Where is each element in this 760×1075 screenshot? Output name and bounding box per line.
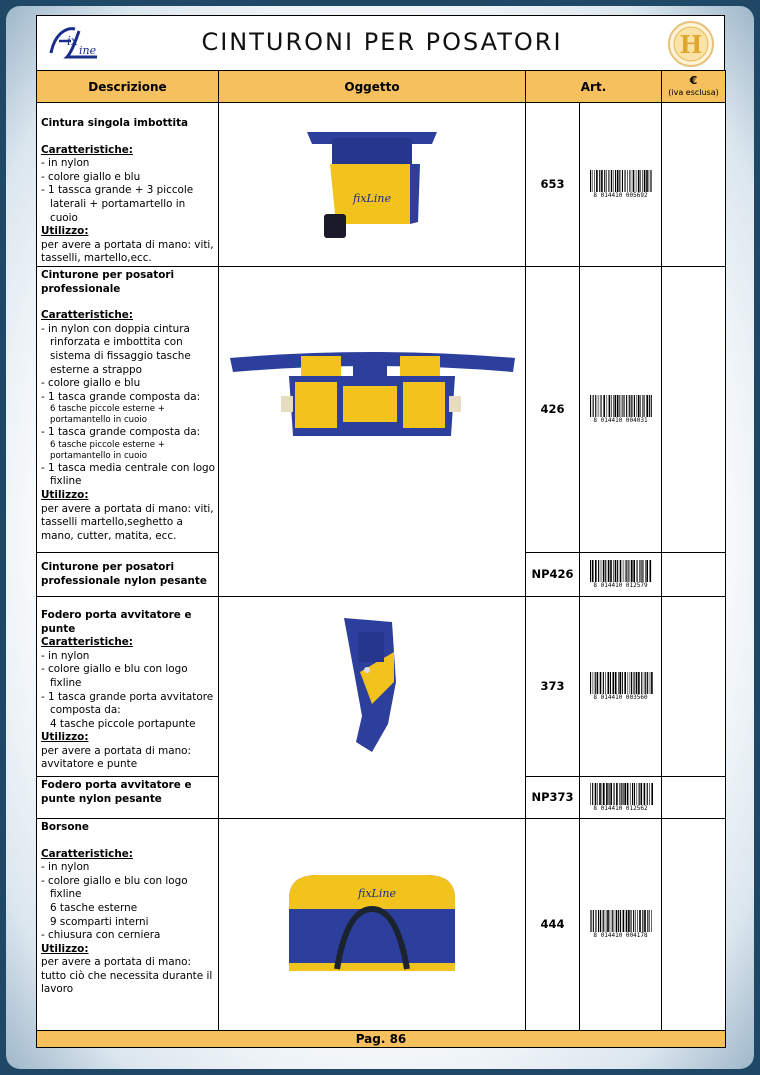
- product-description: [37, 776, 219, 818]
- article-code: 444: [526, 818, 580, 1030]
- barcode-bar: [626, 783, 628, 805]
- barcode-cell: [580, 818, 662, 1030]
- barcode-bar: [633, 783, 634, 805]
- barcode-bar: [621, 672, 622, 694]
- feature-subitem: 9 scomparti interni: [50, 915, 149, 928]
- professional-tool-belt-image: [225, 346, 520, 456]
- feature-item: - in nylon: [41, 649, 90, 662]
- feature-item: - chiusura con cerniera: [41, 929, 161, 942]
- barcode-bar: [605, 910, 606, 932]
- barcode-bar: [648, 170, 649, 192]
- barcode-bar: [624, 560, 625, 582]
- barcode-bar: [602, 560, 604, 582]
- barcode-bar: [618, 672, 619, 694]
- product-image-cell: [219, 266, 526, 596]
- product-description: [37, 103, 219, 267]
- product-image-cell: [219, 103, 526, 267]
- barcode-bar: [594, 170, 595, 192]
- barcode-bar: [622, 395, 623, 417]
- table-row: [37, 818, 726, 1030]
- article-code: 426: [526, 266, 580, 552]
- feature-item: - 1 tasca media centrale con logo fixline: [41, 461, 216, 488]
- vat-note: (iva esclusa): [668, 88, 719, 97]
- barcode-bar: [632, 395, 633, 417]
- table-row: [37, 266, 726, 552]
- barcode-bar: [601, 170, 603, 192]
- barcode-bar: [599, 910, 600, 932]
- barcode-bar: [632, 170, 634, 192]
- barcode-bar: [590, 395, 591, 417]
- page-header: [36, 15, 725, 72]
- barcode-bar: [616, 395, 618, 417]
- barcode-number: 8 014410 004178: [593, 931, 648, 939]
- price-cell: [662, 552, 726, 596]
- barcode-bar: [610, 560, 612, 582]
- barcode-bar: [642, 910, 643, 932]
- barcode-number: 8 014410 003560: [593, 693, 648, 701]
- page-title: CINTURONI PER POSATORI: [201, 28, 563, 56]
- barcode-bar: [614, 560, 616, 582]
- euro-symbol: €: [689, 74, 698, 87]
- barcode-bar: [636, 783, 637, 805]
- barcode-cell: [580, 103, 662, 267]
- barcode-bar: [622, 910, 624, 932]
- product-name: Cinturone per posatori professionale nylon pesante: [41, 560, 207, 587]
- barcode-bar: [644, 395, 645, 417]
- barcode-bar: [594, 672, 595, 694]
- barcode-bar: [647, 672, 648, 694]
- barcode-number: 8 014410 012579: [593, 581, 648, 589]
- barcode-cell: [580, 266, 662, 552]
- barcode-bar: [630, 910, 631, 932]
- feature-item: - colore giallo e blu con logo fixline: [41, 874, 188, 901]
- barcode-bar: [623, 395, 624, 417]
- barcode-bar: [636, 395, 637, 417]
- h-badge-logo: [667, 20, 715, 68]
- product-description: [37, 818, 219, 1030]
- barcode-bar: [636, 560, 637, 582]
- barcode-bar: [642, 395, 643, 417]
- barcode-bar: [638, 672, 640, 694]
- barcode-bar: [651, 910, 652, 932]
- barcode-bar: [629, 672, 630, 694]
- barcode: [580, 170, 661, 192]
- barcode-bar: [606, 170, 607, 192]
- usage-label: Utilizzo:: [41, 731, 89, 744]
- article-code: 373: [526, 596, 580, 776]
- product-name: Borsone: [41, 820, 89, 833]
- barcode-bar: [596, 672, 598, 694]
- barcode-bar: [624, 672, 626, 694]
- feature-item: - 1 tasca grande composta da:: [41, 390, 201, 403]
- barcode: [580, 672, 661, 694]
- barcode-bar: [608, 170, 609, 192]
- barcode-bar: [645, 672, 646, 694]
- barcode-bar: [608, 783, 609, 805]
- barcode-bar: [591, 560, 593, 582]
- barcode-bar: [598, 910, 599, 932]
- barcode-bar: [640, 560, 641, 582]
- barcode-bar: [628, 910, 630, 932]
- barcode-bar: [619, 560, 621, 582]
- barcode-cell: [580, 552, 662, 596]
- barcode-bar: [612, 672, 614, 694]
- svg-text:H: H: [679, 30, 703, 59]
- feature-item: - 1 tassca grande + 3 piccole laterali + portamartello in cuoio: [41, 184, 194, 224]
- barcode: [580, 395, 661, 417]
- barcode-bar: [610, 783, 612, 805]
- barcode-bar: [618, 910, 619, 932]
- barcode-bar: [592, 783, 593, 805]
- barcode-bar: [616, 783, 618, 805]
- barcode-bar: [619, 783, 620, 805]
- barcode-bar: [640, 783, 642, 805]
- barcode-number: 8 014410 012562: [593, 804, 648, 812]
- barcode-bar: [640, 395, 641, 417]
- product-description: [37, 596, 219, 776]
- table-row: [37, 596, 726, 776]
- barcode-bar: [649, 783, 650, 805]
- barcode-number: 8 014410 005692: [593, 191, 648, 199]
- price-cell: [662, 103, 726, 267]
- feature-subitem: portamantello in cuoio: [50, 415, 148, 426]
- features-label: Caratteristiche:: [41, 847, 133, 860]
- usage-label: Utilizzo:: [41, 942, 89, 955]
- barcode-bar: [590, 910, 591, 932]
- barcode-bar: [611, 170, 612, 192]
- barcode-bar: [628, 395, 629, 417]
- barcode-bar: [605, 672, 606, 694]
- barcode-bar: [631, 560, 633, 582]
- barcode-bar: [651, 672, 653, 694]
- barcode-bar: [590, 170, 591, 192]
- barcode-bar: [595, 560, 597, 582]
- price-cell: [662, 776, 726, 818]
- barcode-bar: [619, 395, 620, 417]
- barcode-bar: [645, 560, 646, 582]
- barcode-bar: [633, 395, 634, 417]
- barcode-bar: [613, 910, 614, 932]
- barcode-number: 8 014410 004031: [593, 416, 648, 424]
- barcode-bar: [642, 170, 643, 192]
- barcode-bar: [622, 783, 623, 805]
- feature-item: - 1 tasca grande composta da:: [41, 426, 201, 439]
- product-description: [37, 266, 219, 552]
- barcode-bar: [639, 910, 641, 932]
- barcode-bar: [591, 170, 592, 192]
- barcode-bar: [643, 170, 645, 192]
- barcode-bar: [620, 910, 621, 932]
- barcode-bar: [598, 560, 599, 582]
- tool-belt-pouch-image: [302, 124, 442, 244]
- barcode-bar: [649, 560, 651, 582]
- barcode-cell: [580, 596, 662, 776]
- barcode-bar: [649, 672, 650, 694]
- col-header-descrizione: Descrizione: [37, 71, 219, 103]
- barcode-bar: [639, 560, 640, 582]
- product-image-cell: [219, 818, 526, 1030]
- barcode-bar: [637, 395, 639, 417]
- feature-subitem: 6 tasche piccole esterne +: [50, 404, 165, 415]
- barcode-bar: [599, 672, 601, 694]
- barcode-bar: [642, 560, 643, 582]
- barcode: [580, 783, 661, 805]
- barcode-bar: [616, 170, 618, 192]
- barcode-bars: [588, 672, 654, 694]
- svg-text:ine: ine: [79, 44, 97, 57]
- barcode-bar: [650, 170, 651, 192]
- svg-text:fixLine: fixLine: [358, 887, 396, 901]
- barcode-bar: [631, 672, 632, 694]
- drill-holster-image: [332, 612, 412, 762]
- barcode-bar: [609, 672, 610, 694]
- barcode-bar: [592, 395, 593, 417]
- barcode-cell: [580, 776, 662, 818]
- barcode-bar: [629, 783, 630, 805]
- barcode-bar: [590, 560, 591, 582]
- barcode-bar: [590, 783, 591, 805]
- article-code: NP426: [526, 552, 580, 596]
- table-header-row: [37, 71, 726, 103]
- features-label: Caratteristiche:: [41, 143, 133, 156]
- barcode-bar: [632, 783, 633, 805]
- barcode-bar: [619, 672, 621, 694]
- product-name: Cintura singola imbottita: [41, 117, 189, 129]
- barcode-bar: [605, 560, 606, 582]
- barcode-bar: [597, 395, 598, 417]
- barcode-bar: [641, 672, 642, 694]
- price-cell: [662, 818, 726, 1030]
- barcode-bar: [630, 170, 631, 192]
- barcode-bar: [651, 170, 652, 192]
- product-name: Fodero porta avvitatore e punte nylon pesante: [41, 778, 192, 805]
- barcode-bar: [637, 170, 639, 192]
- footer-row: [37, 1030, 726, 1047]
- barcode-bar: [617, 560, 618, 582]
- barcode-bar: [601, 395, 602, 417]
- fixline-logo: [45, 23, 105, 63]
- barcode-bar: [615, 170, 616, 192]
- barcode-bar: [611, 910, 612, 932]
- barcode-bar: [628, 560, 629, 582]
- feature-item: - 1 tasca grande porta avvitatore composta da:: [41, 690, 214, 717]
- feature-item: - colore giallo e blu: [41, 170, 141, 183]
- barcode-bar: [646, 170, 648, 192]
- feature-subitem: 4 tasche piccole portapunte: [50, 717, 196, 730]
- catalog-page: [36, 15, 725, 1046]
- barcode-bar: [607, 672, 609, 694]
- barcode-bar: [634, 672, 635, 694]
- barcode-bar: [624, 783, 626, 805]
- barcode: [580, 910, 661, 932]
- col-header-art: Art.: [526, 71, 662, 103]
- barcode-bar: [644, 910, 646, 932]
- barcode-bar: [603, 783, 605, 805]
- barcode-bar: [627, 672, 628, 694]
- barcode-bar: [601, 910, 602, 932]
- features-label: Caratteristiche:: [41, 636, 133, 649]
- barcode-bar: [590, 672, 591, 694]
- feature-subitem: portamantello in cuoio: [50, 450, 148, 461]
- barcode-bar: [612, 170, 613, 192]
- barcode-bar: [613, 783, 614, 805]
- barcode-bars: [588, 170, 654, 192]
- barcode-bar: [607, 910, 609, 932]
- usage-text: per avere a portata di mano: viti, tasselli, martello,ecc.: [41, 238, 214, 265]
- barcode-bar: [646, 560, 648, 582]
- barcode-bars: [588, 910, 654, 932]
- barcode-bar: [607, 560, 609, 582]
- svg-text:fixLine: fixLine: [353, 192, 391, 206]
- price-cell: [662, 266, 726, 552]
- barcode-bar: [633, 560, 635, 582]
- article-code: NP373: [526, 776, 580, 818]
- barcode-bar: [596, 170, 598, 192]
- barcode-bar: [591, 910, 592, 932]
- barcode-bar: [606, 395, 607, 417]
- barcode-bar: [649, 910, 650, 932]
- barcode-bar: [633, 910, 634, 932]
- barcode-bar: [613, 560, 614, 582]
- barcode-bar: [637, 910, 638, 932]
- feature-item: - colore giallo e blu: [41, 377, 141, 390]
- usage-text: per avere a portata di mano: avvitatore e punte: [41, 744, 192, 771]
- barcode-bar: [640, 170, 641, 192]
- barcode-bar: [614, 395, 616, 417]
- product-name: Cinturone per posatori professionale: [41, 268, 175, 295]
- barcode-bar: [594, 783, 596, 805]
- barcode-bars: [588, 560, 654, 582]
- barcode-bar: [625, 910, 627, 932]
- col-header-price: [662, 71, 726, 103]
- price-cell: [662, 596, 726, 776]
- feature-item: - in nylon: [41, 861, 90, 874]
- barcode-bar: [646, 783, 647, 805]
- barcode-bar: [627, 170, 628, 192]
- barcode-bar: [599, 170, 600, 192]
- barcode: [580, 560, 661, 582]
- usage-text: per avere a portata di mano: viti, tasselli martello,seghetto a mano, cutter, matita, ecc.: [41, 502, 214, 542]
- usage-label: Utilizzo:: [41, 489, 89, 502]
- barcode-bar: [604, 170, 605, 192]
- feature-item: - colore giallo e blu con logo fixline: [41, 663, 188, 689]
- barcode-bar: [635, 170, 636, 192]
- product-table: [36, 70, 726, 1048]
- barcode-bar: [619, 170, 620, 192]
- features-label: Caratteristiche:: [41, 309, 133, 322]
- product-description: [37, 552, 219, 596]
- barcode-bar: [600, 560, 601, 582]
- barcode-bar: [608, 395, 610, 417]
- barcode-bar: [599, 395, 600, 417]
- barcode-bar: [651, 783, 653, 805]
- barcode-bar: [609, 910, 610, 932]
- barcode-bar: [601, 783, 602, 805]
- barcode-bar: [595, 910, 596, 932]
- barcode-bar: [592, 672, 593, 694]
- barcode-bar: [632, 672, 633, 694]
- barcode-bar: [650, 395, 651, 417]
- feature-subitem: 6 tasche esterne: [50, 901, 138, 914]
- barcode-bar: [629, 560, 630, 582]
- barcode-bar: [606, 783, 608, 805]
- page-number: Pag. 86: [37, 1030, 726, 1047]
- barcode-bar: [648, 395, 649, 417]
- barcode-bar: [620, 395, 621, 417]
- tool-bag-image: [277, 869, 467, 979]
- article-code: 653: [526, 103, 580, 267]
- barcode-bar: [620, 783, 621, 805]
- barcode-bar: [597, 783, 598, 805]
- barcode-bar: [613, 395, 614, 417]
- barcode-bar: [595, 395, 596, 417]
- barcode-bar: [647, 910, 648, 932]
- barcode-bar: [643, 783, 645, 805]
- barcode-bar: [629, 170, 630, 192]
- barcode-bar: [599, 783, 601, 805]
- barcode-bar: [603, 910, 604, 932]
- barcode-bar: [638, 783, 639, 805]
- barcode-bar: [635, 672, 637, 694]
- table-row: [37, 103, 726, 267]
- feature-item: - in nylon con doppia cintura rinforzata e imbottita con sistema di fissaggio tasche esterne a strappo: [41, 322, 191, 376]
- barcode-bar: [626, 395, 627, 417]
- product-name: Fodero porta avvitatore e punte: [41, 608, 192, 635]
- barcode-bar: [614, 672, 616, 694]
- barcode-bar: [646, 395, 648, 417]
- barcode-bar: [624, 170, 625, 192]
- barcode-bars: [588, 783, 654, 805]
- barcode-bar: [643, 672, 644, 694]
- feature-item: - in nylon: [41, 157, 90, 170]
- barcode-bar: [609, 170, 610, 192]
- barcode-bar: [611, 395, 612, 417]
- barcode-bar: [626, 560, 627, 582]
- barcode-bar: [615, 910, 617, 932]
- barcode-bars: [588, 395, 654, 417]
- barcode-bar: [592, 910, 593, 932]
- barcode-bar: [630, 395, 631, 417]
- barcode-bar: [635, 910, 636, 932]
- product-image-cell: [219, 596, 526, 818]
- barcode-bar: [621, 170, 622, 192]
- usage-text: per avere a portata di mano: tutto ciò che necessita durante il lavoro: [41, 956, 213, 996]
- barcode-bar: [602, 672, 603, 694]
- svg-text:ix: ix: [67, 34, 78, 48]
- barcode-bar: [622, 560, 623, 582]
- barcode-bar: [603, 395, 605, 417]
- feature-subitem: 6 tasche piccole esterne +: [50, 439, 165, 450]
- col-header-oggetto: Oggetto: [219, 71, 526, 103]
- usage-label: Utilizzo:: [41, 225, 89, 238]
